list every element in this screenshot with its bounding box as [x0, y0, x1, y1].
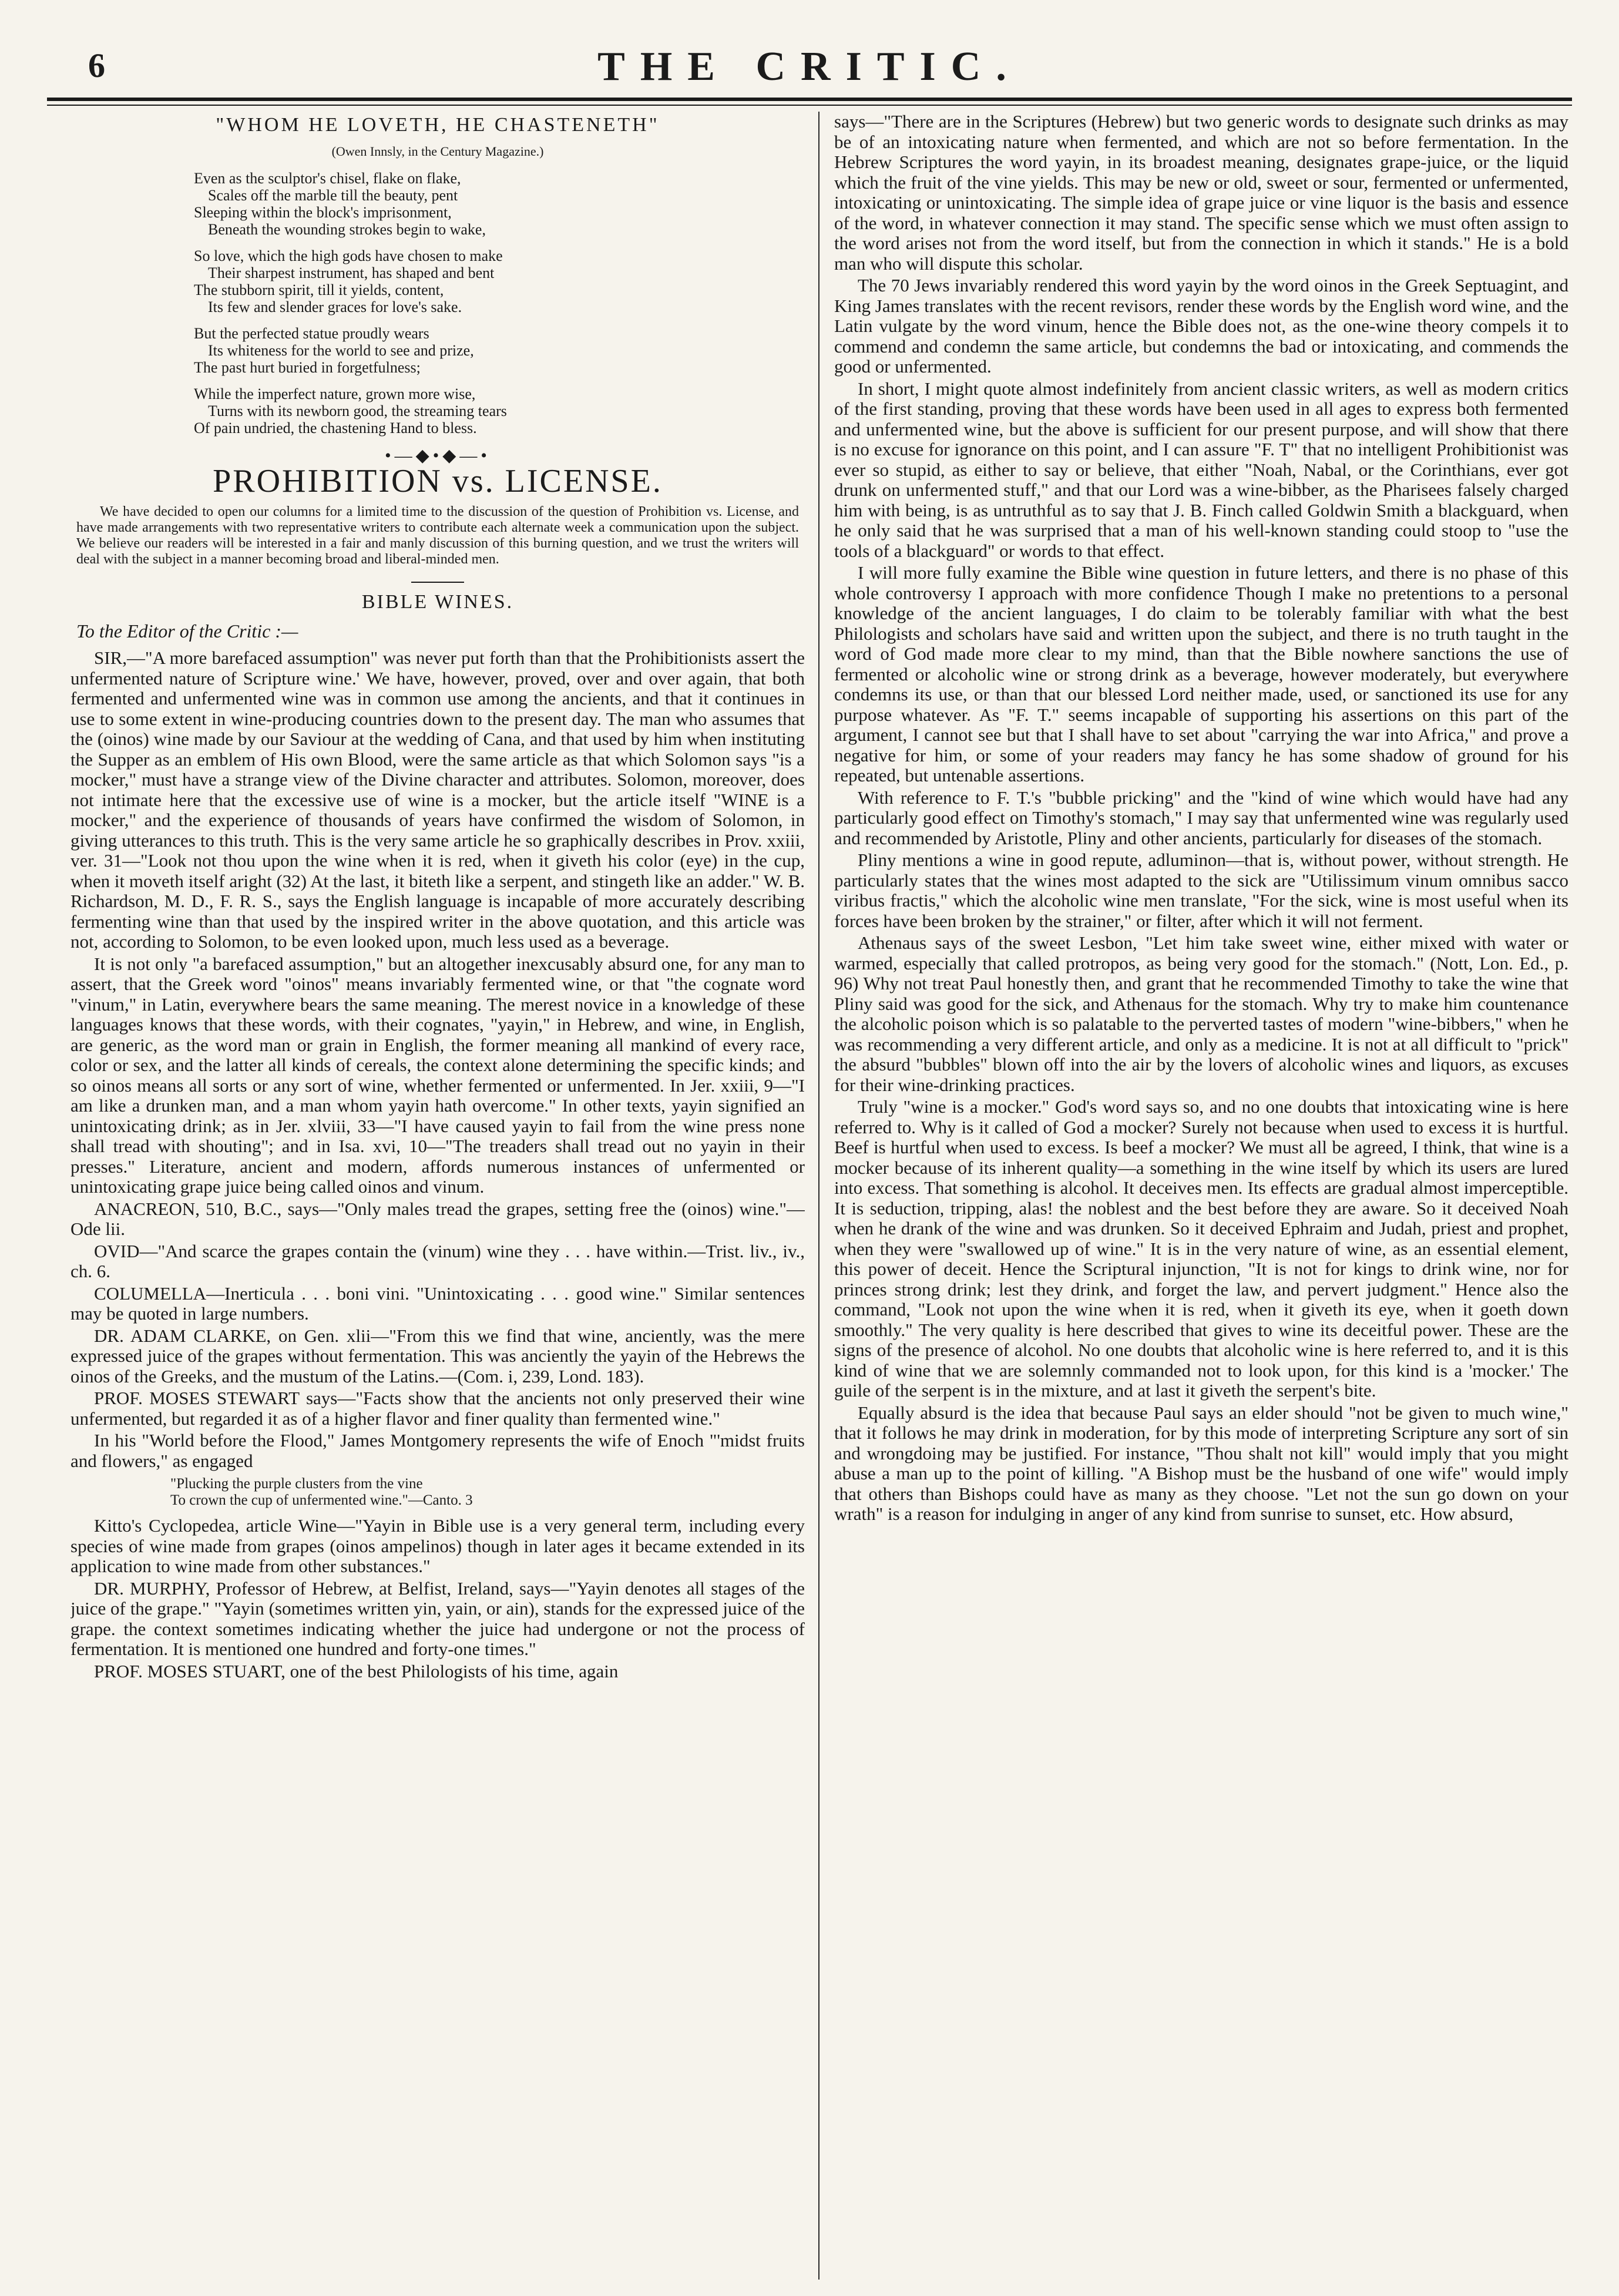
salutation: To the Editor of the Critic :— — [76, 620, 298, 642]
article-paragraph: ANACREON, 510, B.C., says—"Only males tread the grapes, setting free the (oinos) wine."—Ode lii. — [70, 1198, 805, 1239]
editor-note: We have decided to open our columns for a limited time to the discussion of the question of Prohibition vs. License, and have made arrangements with two representative writers to contribute each alternate week a communication upon the subject. We believe our readers will be interested in a fair and manly discussion of this burning question, and we trust the writers will deal with the subject in a manner becoming broad and liberal-minded men. — [76, 504, 799, 567]
poem-line: Of pain undried, the chastening Hand to bless. — [194, 419, 477, 437]
poem-stanza — [194, 247, 805, 315]
poem-line: Its few and slender graces for love's sake. — [208, 298, 462, 315]
poem-stanza — [194, 170, 805, 238]
poem-line: Their sharpest instrument, has shaped and bent — [208, 264, 495, 281]
right-column — [834, 112, 1568, 2285]
poem-stanza — [194, 385, 805, 437]
masthead — [47, 26, 1572, 96]
left-column — [70, 112, 805, 2285]
article-paragraph: says—"There are in the Scriptures (Hebrew) but two generic words to designate such drinks as may be of an intoxicating nature when fermented, and which are not so before fermentation. In the Hebrew Scriptures the word yayin, in its broadest meaning, designates grape-juice, or the liquid which the fruit of the vine yields. This may be new or old, sweet or sour, fermented or unfermented, intoxicating or unintoxicating. The simple idea of grape juice or vine liquor is the basis and essence of the word, in whatever connection it may stand. The specific sense which we must often assign to the word arises not from the word itself, but from the connection in which it stands." He is a bold man who will dispute this scholar. — [834, 112, 1568, 274]
article-paragraph: In his "World before the Flood," James Montgomery represents the wife of Enoch "'midst fruits and flowers," as engaged — [70, 1430, 805, 1471]
quote-line: To crown the cup of unfermented wine."—Canto. 3 — [170, 1492, 473, 1508]
article-paragraph: SIR,—"A more barefaced assumption" was never put forth than that the Prohibitionists assert the unfermented nature of Scripture wine.' We have, however, proved, over and over again, that both fermented and unfermented wine was in common use among the ancients, and that it continues in use to some extent in wine-producing countries down to the present day. The man who assumes that the (oinos) wine made by our Saviour at the wedding of Cana, and that used by him when instituting the Supper as an emblem of His own Blood, were the same article as that which Solomon says "is a mocker," must have a strange view of the Divine character and attributes. Solomon, moreover, does not intimate here that the excessive use of wine is a mocker, but the article itself "WINE is a mocker," and the experience of thousands of years have confirmed the wisdom of Solomon, in giving utterances to this truth. This is the very same article he so graphically describes in Prov. xxiii, ver. 31—"Look not thou upon the wine when it is red, when it giveth his color (eye) in the cup, when it moveth itself aright (32) At the last, it biteth like a serpent, and stingeth like an adder." W. B. Richardson, M. D., F. R. S., says the English language is incapable of more accurately describing fermenting wine than that used by the inspired writer in the above quotation, and this article was not, according to Solomon, to be even looked upon, much less used as a beverage. — [70, 647, 805, 952]
article-paragraph: I will more fully examine the Bible wine question in future letters, and there is no phase of this whole controversy I approach with more confidence Though I make no pretentions to a personal knowledge of the ancient languages, I do claim to be tolerably familiar with what the best Philologists and scholars have said and written upon the subject, and there is no truth taught in the word of God made more clear to my mind, than that the Bible nowhere sanctions the use of fermented or alcoholic wine or strong drink as a beverage, however moderately, but everywhere condemns its use, or than that our blessed Lord neither made, used, or sanctioned its use for any purpose whatever. As "F. T." seems incapable of supporting his assertions on this part of the argument, I cannot see but that I shall have to set about "carrying the war into Africa," and prove a negative for him, or some of your readers may fancy he has some shadow of ground for his repeated, but untenable assertions. — [834, 562, 1568, 786]
verse-quote — [170, 1476, 805, 1509]
poem-line: The past hurt buried in forgetfulness; — [194, 359, 421, 376]
poem-line: Beneath the wounding strokes begin to wake, — [208, 221, 486, 238]
poem-line: But the perfected statue proudly wears — [194, 325, 429, 342]
poem-line: The stubborn spirit, till it yields, content, — [194, 281, 444, 298]
article-paragraph: Kitto's Cyclopedea, article Wine—"Yayin in Bible use is a very general term, including every species of wine made from grapes (oinos ampelinos) though in later ages it became extended in its application to wine made from other substances." — [70, 1515, 805, 1576]
poem-line: Sleeping within the block's imprisonment, — [194, 204, 452, 221]
short-rule — [411, 582, 464, 583]
article-paragraph: Athenaus says of the sweet Lesbon, "Let him take sweet wine, either mixed with water or warmed, especially that called protropos, as being very good for the stomach." (Nott, Lon. Ed., p. 96) Why not treat Paul honestly then, and grant that he recommended Timothy to take the wine that Pliny said was good for the sick, and Athenaus for the stomach. Why try to make him countenance the alcoholic poison which is so palatable to the perverted tastes of modern "wine-bibbers," when he was recommending a very different article, and only as a medicine. It is not at all difficult to "prick" the absurd "bubbles" blown off into the air by the lovers of alcoholic wines and liquors, as excuses for their wine-drinking practices. — [834, 932, 1568, 1095]
article-paragraph: PROF. MOSES STEWART says—"Facts show that the ancients not only preserved their wine unfermented, but regarded it as of a higher flavor and finer quality than fermented wine." — [70, 1388, 805, 1429]
poem-title: "WHOM HE LOVETH, HE CHASTENETH" — [216, 114, 660, 136]
article-paragraph: OVID—"And scarce the grapes contain the (vinum) wine they . . . have within.—Trist. liv., iv., ch. 6. — [70, 1240, 805, 1281]
article-paragraph: The 70 Jews invariably rendered this word yayin by the word oinos in the Greek Septuagint, and King James translates with the recent revisors, render these words by the English word wine, and the Latin vulgate by the word vinum, hence the Bible does not, as the one-wine theory compels it to commend and condemn the same article, but condemns the bad or intoxicating, and commends the good or unfermented. — [834, 275, 1568, 377]
poem-line: Its whiteness for the world to see and prize, — [208, 342, 474, 359]
article-heading: BIBLE WINES. — [361, 591, 514, 613]
article-paragraph: PROF. MOSES STUART, one of the best Philologists of his time, again — [94, 1660, 619, 1681]
poem-line: So love, which the high gods have chosen to make — [194, 247, 503, 264]
article-paragraph: COLUMELLA—Inerticula . . . boni vini. "Unintoxicating . . . good wine." Similar sentences may be quoted in large numbers. — [70, 1283, 805, 1324]
masthead-rule-thin — [47, 105, 1572, 106]
poem-stanza — [194, 325, 805, 376]
poem-line: While the imperfect nature, grown more wise, — [194, 385, 476, 402]
article-paragraph: Equally absurd is the idea that because Paul says an elder should "not be given to much wine," that it follows he may drink in moderation, for by this mode of interpreting Scripture any sort of sin and wrongdoing may be justified. For instance, "Thou shalt not kill" would imply that you might abuse a man up to the point of killing. "A Bishop must be the husband of one wife" would imply that others than Bishops could have as many as they choose. "Let not the sun go down on your wrath" is a reason for indulging in anger of any kind from sunrise to sunset, etc. How absurd, — [834, 1402, 1568, 1524]
article-paragraph: With reference to F. T.'s "bubble pricking" and the "kind of wine which would have had any particularly good effect on Timothy's stomach," I may say that unfermented wine was regularly used and recommended by Aristotle, Pliny and other ancients, particularly for diseases of the stomach. — [834, 787, 1568, 848]
article-paragraph: DR. ADAM CLARKE, on Gen. xlii—"From this we find that wine, anciently, was the mere expressed juice of the grapes without fermentation. This was anciently the yayin of the Hebrews the oinos of the Greeks, and the mustum of the Latins.—(Com. i, 239, Lond. 183). — [70, 1325, 805, 1387]
poem-line: Even as the sculptor's chisel, flake on flake, — [194, 170, 461, 187]
section-heading: PROHIBITION vs. LICENSE. — [213, 462, 663, 499]
quote-line: "Plucking the purple clusters from the vine — [170, 1476, 423, 1492]
poem-line: Turns with its newborn good, the streaming tears — [208, 402, 507, 419]
masthead-rule-thick — [47, 98, 1572, 101]
poem-credit: (Owen Innsly, in the Century Magazine.) — [331, 143, 544, 159]
poem-line: Scales off the marble till the beauty, pent — [208, 187, 458, 204]
column-divider — [818, 112, 819, 2280]
newspaper-title: THE CRITIC. — [597, 44, 1022, 89]
section-ornament: •—◆•◆—• — [385, 446, 491, 465]
page-number: 6 — [88, 46, 105, 85]
article-paragraph: DR. MURPHY, Professor of Hebrew, at Belfist, Ireland, says—"Yayin denotes all stages of the juice of the grape." "Yayin (sometimes written yin, yain, or ain), stands for the expressed juice of the grape. the context sometimes indicating whether the juice had undergone or not the process of fermentation. It is mentioned one hundred and forty-one times." — [70, 1577, 805, 1659]
article-paragraph: It is not only "a barefaced assumption," but an altogether inexcusably absurd one, for any man to assert, that the Greek word "oinos" means invariably fermented wine, or that "the cognate word "vinum," in Latin, everywhere bears the same meaning. The merest novice in a knowledge of these languages knows that these words, with their cognates, "yayin," in Hebrew, and wine, in English, are generic, as the word man or grain in English, the former meaning all mankind of every race, color or sex, and the latter all kinds of cereals, the context alone determining the specific kinds; and so oinos means all sorts or any sort of wine, whether fermented or unfermented. In Jer. xxiii, 9—"I am like a drunken man, and a man whom yayin hath overcome." In other texts, yayin signified an unintoxicating drink; as in Jer. xlviii, 33—"I have caused yayin to fail from the wine press none shall tread with shouting"; and in Isa. xvi, 10—"The treaders shall tread out no yayin in their presses." Literature, ancient and modern, affords numerous instances of unfermented or unintoxicating grape juice being called oinos and vinum. — [70, 953, 805, 1197]
article-paragraph: Truly "wine is a mocker." God's word says so, and no one doubts that intoxicating wine is here referred to. Why is it called of God a mocker? Surely not because when used to excess it is hurtful. Beef is hurtful when used to excess. Is beef a mocker? We must all be agreed, I think, that wine is a mocker because of its inherent quality—a something in the wine itself by which its users are lured into excess. That something is alcohol. It deceives men. Its effects are gradual almost imperceptible. It is seduction, tripping, alas! the noblest and the best before they are aware. So it deceived Noah when he drank of the wine and was drunken. So it deceived Ephraim and Judah, priest and prophet, when they were "swallowed up of wine." It is in the very nature of wine, as an essential element, this power of deceit. Hence the Scriptural injunction, "It is not for kings to drink wine, nor for princes strong drink; lest they drink, and forget the law, and pervert judgment." Hence also the command, "Look not upon the wine when it is red, when it giveth its eye, when it goeth down smoothly." The very quality is here described that gives to wine its deceitful power. These are the signs of the presence of alcohol. No one doubts that alcoholic wine is here referred to, and it is this kind of wine that we are solemnly commanded not to look upon, for this kind is a 'mocker.' The guile of the serpent is in the mixture, and at last it giveth the serpent's bite. — [834, 1096, 1568, 1401]
article-paragraph: In short, I might quote almost indefinitely from ancient classic writers, as well as modern critics of the first standing, proving that these words have been used in all ages to express both fermented and unfermented wine, but the above is sufficient for our present purpose, and will show that there is no excuse for ignorance on this point, and I can assure "F. T" that no intelligent Prohibitionist was ever so stupid, as either to say or believe, that either "Noah, Nabal, or the Corinthians, ever got drunk on unfermented stuff," and that our Lord was a wine-bibber, as the Pharisees falsely charged him with being, is as untruthful as to say that J. B. Finch called Goldwin Smith a blackguard, when he only said that he was surprised that a man of his well-known standing could stoop to "use the tools of a blackguard" or words to that effect. — [834, 378, 1568, 561]
article-paragraph: Pliny mentions a wine in good repute, adluminon—that is, without power, without strength. He particularly states that the wines most adapted to the sick are "Utilissimum vinum omnibus sacco viribus fractis," which the alcoholic wine men translate, "For the sick, wine is most useful when its forces have been broken by the strainer," or filter, after which it will not ferment. — [834, 850, 1568, 931]
